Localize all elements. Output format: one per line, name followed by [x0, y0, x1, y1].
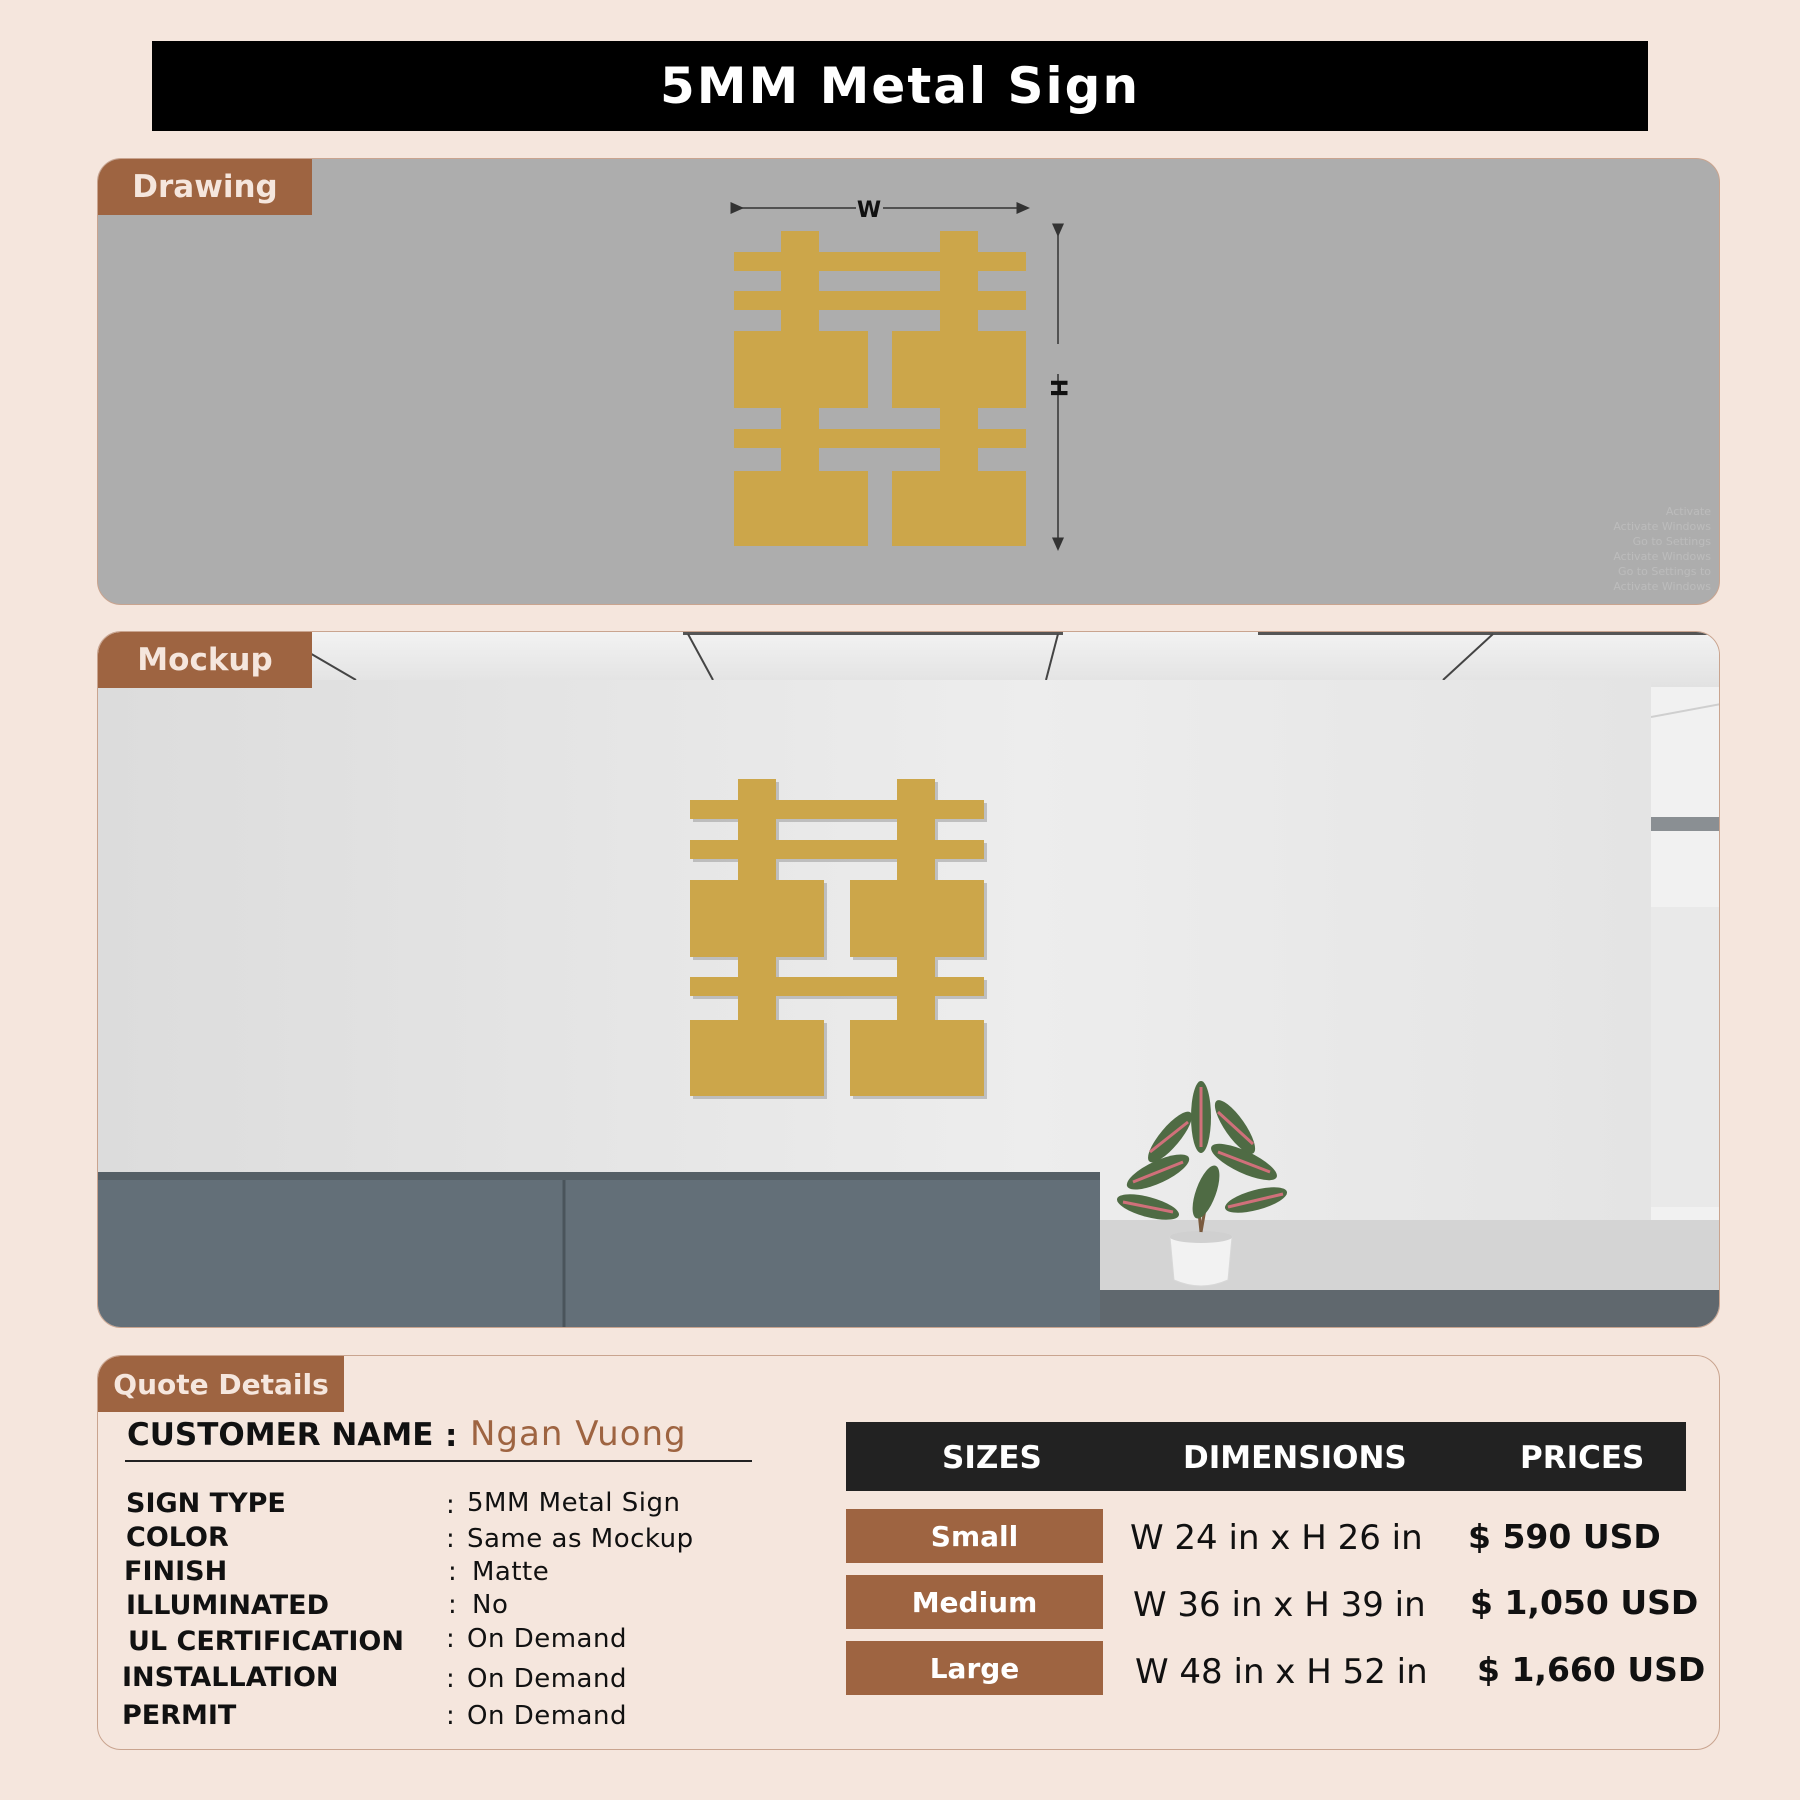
dimensions-value: W 24 in x H 26 in: [1130, 1518, 1423, 1558]
detail-value: No: [472, 1590, 509, 1620]
detail-separator: :: [446, 1701, 455, 1731]
detail-separator: :: [446, 1490, 455, 1520]
customer-name-divider: [125, 1460, 752, 1462]
size-label: Small: [846, 1509, 1103, 1563]
detail-value: On Demand: [467, 1701, 627, 1731]
detail-label: SIGN TYPE: [126, 1488, 286, 1519]
dimensions-value: W 48 in x H 52 in: [1135, 1652, 1428, 1692]
mockup-panel: [97, 631, 1720, 1328]
detail-label: FINISH: [124, 1556, 228, 1587]
customer-name-label: CUSTOMER NAME: [127, 1417, 434, 1453]
mockup-tab: Mockup: [98, 632, 312, 688]
detail-value: 5MM Metal Sign: [467, 1488, 681, 1518]
pricing-table-header: [846, 1422, 1686, 1491]
drawing-canvas: [98, 159, 1720, 605]
column-header-dimensions: DIMENSIONS: [1183, 1440, 1407, 1476]
mockup-scene: [98, 632, 1720, 1328]
quote-details-tab: Quote Details: [98, 1356, 344, 1412]
page-title: 5MM Metal Sign: [152, 41, 1648, 131]
watermark: Activate Activate Windows Go to Settings Activate Windows Go to Settings to Activate Windows: [1613, 505, 1711, 593]
detail-value: On Demand: [467, 1624, 627, 1654]
dimensions-value: W 36 in x H 39 in: [1133, 1585, 1426, 1625]
detail-label: PERMIT: [122, 1700, 237, 1731]
customer-name-value: Ngan Vuong: [470, 1414, 687, 1454]
sign-drawing: [734, 231, 1026, 546]
customer-name-separator: :: [445, 1418, 458, 1454]
detail-separator: :: [446, 1624, 455, 1654]
cabinet-top: [98, 1172, 1100, 1180]
ceiling: [98, 632, 1720, 687]
shelf: [1100, 1290, 1720, 1328]
detail-value: Matte: [472, 1557, 550, 1587]
detail-separator: :: [448, 1590, 457, 1620]
detail-separator: :: [446, 1664, 455, 1694]
height-label: H: [1045, 378, 1070, 398]
size-label: Large: [846, 1641, 1103, 1695]
detail-label: ILLUMINATED: [126, 1590, 330, 1621]
column-header-prices: PRICES: [1520, 1440, 1645, 1476]
detail-label: INSTALLATION: [122, 1662, 339, 1693]
price-value: $ 590 USD: [1468, 1517, 1661, 1556]
drawing-panel: [97, 158, 1720, 605]
detail-separator: :: [448, 1557, 457, 1587]
size-label: Medium: [846, 1575, 1103, 1629]
width-label: W: [856, 198, 882, 223]
detail-value: Same as Mockup: [467, 1524, 694, 1554]
price-value: $ 1,660 USD: [1477, 1650, 1706, 1689]
drawing-tab: Drawing: [98, 159, 312, 215]
cabinet: [98, 1180, 1100, 1328]
column-header-sizes: SIZES: [942, 1440, 1042, 1476]
detail-label: UL CERTIFICATION: [128, 1626, 404, 1657]
detail-value: On Demand: [467, 1664, 627, 1694]
detail-separator: :: [446, 1524, 455, 1554]
price-value: $ 1,050 USD: [1470, 1583, 1699, 1622]
detail-label: COLOR: [126, 1522, 229, 1553]
